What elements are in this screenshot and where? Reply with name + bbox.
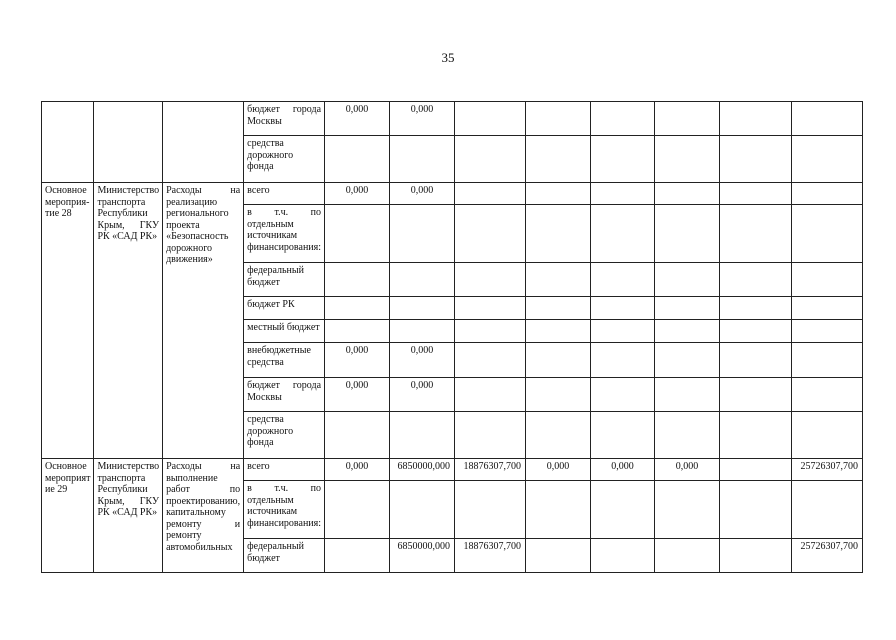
cell-value: 6850000,000 xyxy=(390,459,455,481)
cell-value: 0,000 xyxy=(325,343,390,378)
table-row xyxy=(42,102,863,136)
source-label: всего xyxy=(244,459,325,481)
cell-value: 25726307,700 xyxy=(792,539,863,573)
source-label: бюджет города Москвы xyxy=(244,378,325,412)
cell-value: 6850000,000 xyxy=(390,539,455,573)
cell-value: 25726307,700 xyxy=(792,459,863,481)
source-label: в т.ч. по отдельным источникам финансирования: xyxy=(244,205,325,263)
cell-value: 0,000 xyxy=(390,378,455,412)
source-label: бюджет города Москвы xyxy=(244,102,325,136)
cell-value: 18876307,700 xyxy=(455,539,526,573)
table-row xyxy=(42,459,863,481)
cell-value: 0,000 xyxy=(325,378,390,412)
cell-value: 18876307,700 xyxy=(455,459,526,481)
cell-value: 0,000 xyxy=(325,183,390,205)
cell-value: 0,000 xyxy=(526,459,591,481)
measure-name: Основное мероприят ие 29 xyxy=(42,459,94,573)
cell-value: 0,000 xyxy=(390,183,455,205)
source-label: бюджет РК xyxy=(244,297,325,320)
measure-description: Расходы на выполнение работ по проектированию, капитальному ремонту и ремонту автомобильных xyxy=(163,459,244,573)
source-label: средства дорожного фонда xyxy=(244,136,325,183)
source-label: всего xyxy=(244,183,325,205)
cell-value: 0,000 xyxy=(390,102,455,136)
source-label: в т.ч. по отдельным источникам финансирования: xyxy=(244,481,325,539)
cell-value: 0,000 xyxy=(390,343,455,378)
cell-value: 0,000 xyxy=(325,459,390,481)
cell-empty xyxy=(94,102,163,183)
source-label: федеральный бюджет xyxy=(244,539,325,573)
executor: Министерство транспорта Республики Крым, ГКУ РК «САД РК» xyxy=(94,459,163,573)
cell-value: 0,000 xyxy=(591,459,655,481)
table-row xyxy=(42,183,863,205)
source-label: федеральный бюджет xyxy=(244,263,325,297)
page-number: 35 xyxy=(441,50,455,65)
executor: Министерство транспорта Республики Крым, ГКУ РК «САД РК» xyxy=(94,183,163,459)
source-label: средства дорожного фонда xyxy=(244,412,325,459)
cell-empty xyxy=(163,102,244,183)
cell-value: 0,000 xyxy=(655,459,720,481)
cell-empty xyxy=(42,102,94,183)
measure-description: Расходы на реализацию регионального проекта «Безопасность дорожного движения» xyxy=(163,183,244,459)
cell-value: 0,000 xyxy=(325,102,390,136)
budget-table xyxy=(41,101,863,573)
source-label: местный бюджет xyxy=(244,320,325,343)
measure-name: Основное мероприя-тие 28 xyxy=(42,183,94,459)
source-label: внебюджетные средства xyxy=(244,343,325,378)
